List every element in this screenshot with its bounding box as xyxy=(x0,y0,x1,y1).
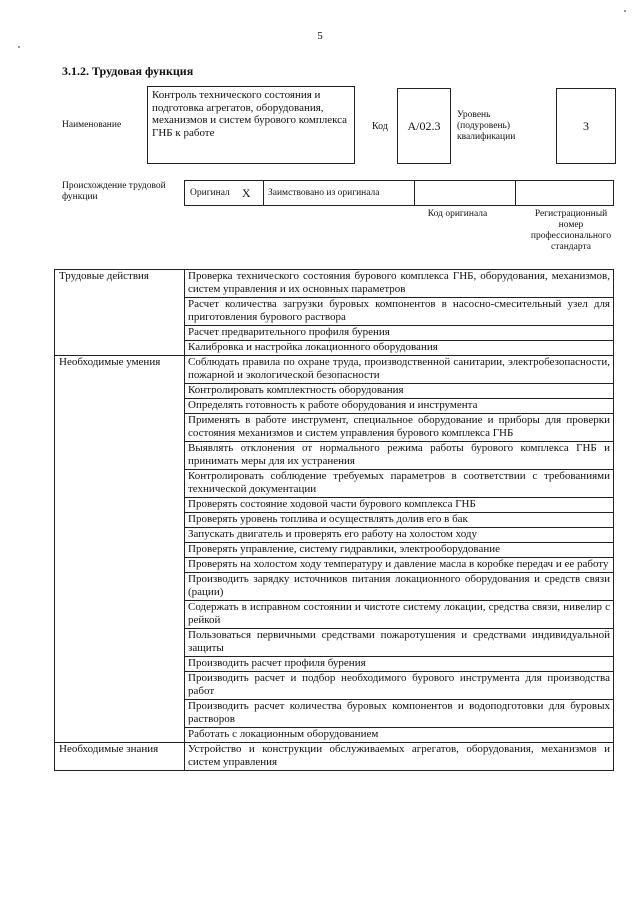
section-header: Необходимые умения xyxy=(55,356,185,743)
table-cell: Проверять состояние ходовой части бурового комплекса ГНБ xyxy=(185,498,614,513)
table-cell: Расчет предварительного профиля бурения xyxy=(185,326,614,341)
function-code: А/02.3 xyxy=(397,88,451,164)
table-cell: Проверка технического состояния бурового комплекса ГНБ, оборудования, механизмов, систем управления и их основных параметров xyxy=(185,270,614,298)
table-cell: Производить зарядку источников питания локационного оборудования и средств связи (рации) xyxy=(185,573,614,601)
name-label: Наименование xyxy=(62,120,122,130)
code-original-caption: Код оригинала xyxy=(427,209,488,219)
table-cell: Проверять управление, систему гидравлики, электрооборудование xyxy=(185,543,614,558)
scan-speck xyxy=(624,10,626,12)
origin-original-cell xyxy=(184,180,264,206)
table-cell: Производить расчет количества буровых компонентов и водоподготовки для буровых растворов xyxy=(185,700,614,728)
reg-number-caption: Регистрационный номер профессионального стандарта xyxy=(530,209,612,252)
table-cell: Проверять на холостом ходу температуру и давление масла в коробке передач и ее работу xyxy=(185,558,614,573)
table-cell: Расчет количества загрузки буровых компонентов в насосно-смесительный узел для приготовления бурового раствора xyxy=(185,298,614,326)
table-cell: Применять в работе инструмент, специальное оборудование и приборы для проверки состояния механизмов и систем управления бурового комплекса ГНБ xyxy=(185,414,614,442)
table-cell: Калибровка и настройка локационного оборудования xyxy=(185,341,614,356)
table-cell: Пользоваться первичными средствами пожаротушения и средствами индивидуальной защиты xyxy=(185,629,614,657)
function-name: Контроль технического состояния и подготовка агрегатов, оборудования, механизмов и систем бурового комплекса ГНБ к работе xyxy=(147,86,355,164)
table-cell: Производить расчет и подбор необходимого бурового инструмента для производства работ xyxy=(185,672,614,700)
table-cell: Производить расчет профиля бурения xyxy=(185,657,614,672)
origin-row xyxy=(185,180,615,206)
borrowed-label: Заимствовано из оригинала xyxy=(268,188,380,198)
original-label: Оригинал xyxy=(190,188,230,198)
table-cell: Проверять уровень топлива и осуществлять долив его в бак xyxy=(185,513,614,528)
table-row xyxy=(55,356,614,384)
table-row xyxy=(55,743,614,771)
table-cell: Содержать в исправном состоянии и чистоте систему локации, средства связи, нивелир с рейкой xyxy=(185,601,614,629)
level-label: Уровень (подуровень) квалификации xyxy=(457,110,516,142)
origin-code-cell xyxy=(414,180,516,206)
table-cell: Определять готовность к работе оборудования и инструмента xyxy=(185,399,614,414)
table-cell: Контролировать комплектность оборудования xyxy=(185,384,614,399)
table-cell: Контролировать соблюдение требуемых параметров в соответствии с требованиями технической документации xyxy=(185,470,614,498)
table-cell: Работать с локационным оборудованием xyxy=(185,728,614,743)
original-mark: X xyxy=(241,185,251,200)
table-row xyxy=(55,270,614,298)
scan-speck xyxy=(18,46,20,48)
code-label: Код xyxy=(372,121,388,132)
origin-borrowed-cell xyxy=(263,180,415,206)
origin-label: Происхождение трудовой функции xyxy=(62,181,166,202)
page-number: 5 xyxy=(317,30,323,42)
origin-reg-cell xyxy=(515,180,614,206)
section-header: Трудовые действия xyxy=(55,270,185,356)
table-cell: Соблюдать правила по охране труда, производственной санитарии, электробезопасности, пожарной и экологической безопасности xyxy=(185,356,614,384)
section-title: 3.1.2. Трудовая функция xyxy=(62,64,194,78)
table-cell: Запускать двигатель и проверять его работу на холостом ходу xyxy=(185,528,614,543)
section-header: Необходимые знания xyxy=(55,743,185,771)
function-table xyxy=(54,269,614,771)
table-cell: Выявлять отклонения от нормального режима работы бурового комплекса ГНБ и принимать меры для их устранения xyxy=(185,442,614,470)
table-cell: Устройство и конструкции обслуживаемых агрегатов, оборудования, механизмов и систем управления xyxy=(185,743,614,771)
qualification-level: 3 xyxy=(556,88,616,164)
